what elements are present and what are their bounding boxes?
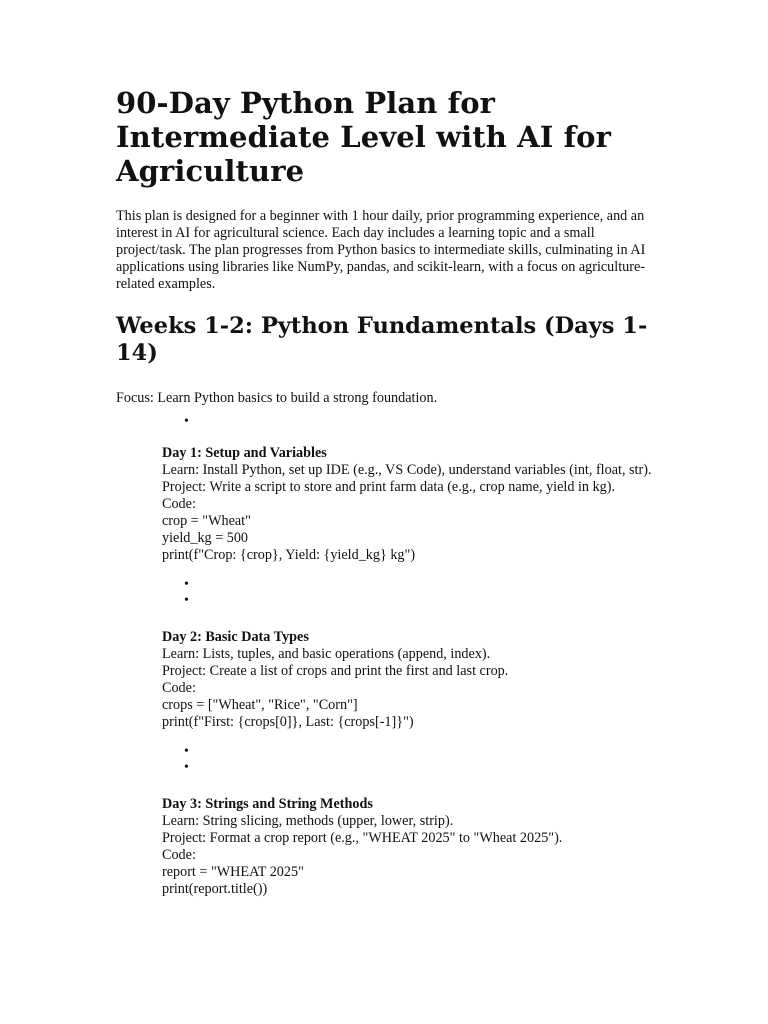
bullet-list [116,414,656,430]
day-code-line: print(f"First: {crops[0]}, Last: {crops[-1]}") [162,714,414,730]
bullet-list [116,577,656,609]
page-title: 90-Day Python Plan for Intermediate Level with AI for Agriculture [116,86,612,188]
day-block [162,445,656,564]
day-project: Project: Write a script to store and print farm data (e.g., crop name, yield in kg). [162,479,616,495]
day-block [162,796,656,898]
document-page [116,86,656,898]
day-title: Day 3: Strings and String Methods [162,796,373,812]
day-learn: Learn: String slicing, methods (upper, lower, strip). [162,813,454,829]
day-code-line: report = "WHEAT 2025" [162,864,304,880]
empty-bullet [184,577,656,593]
day-code-label: Code: [162,680,196,696]
day-learn: Learn: Install Python, set up IDE (e.g., VS Code), understand variables (int, float, str). [162,462,652,478]
empty-bullet [184,414,656,430]
day-title: Day 2: Basic Data Types [162,629,309,645]
section-heading: Weeks 1-2: Python Fundamentals (Days 1-14) [116,313,648,366]
section-focus: Focus: Learn Python basics to build a strong foundation. [116,390,438,406]
bullet-list [116,744,656,776]
day-title: Day 1: Setup and Variables [162,445,327,461]
day-code-line: print(report.title()) [162,881,268,897]
empty-bullet [184,593,656,609]
day-project: Project: Format a crop report (e.g., "WHEAT 2025" to "Wheat 2025"). [162,830,563,846]
day-code-label: Code: [162,847,196,863]
empty-bullet [184,744,656,760]
day-block [162,629,656,731]
day-code-line: yield_kg = 500 [162,530,249,546]
day-learn: Learn: Lists, tuples, and basic operations (append, index). [162,646,491,662]
empty-bullet [184,760,656,776]
day-code-line: print(f"Crop: {crop}, Yield: {yield_kg} kg") [162,547,416,563]
day-code-line: crop = "Wheat" [162,513,251,529]
day-project: Project: Create a list of crops and print the first and last crop. [162,663,509,679]
day-code-label: Code: [162,496,196,512]
day-code-line: crops = ["Wheat", "Rice", "Corn"] [162,697,358,713]
intro-paragraph: This plan is designed for a beginner with 1 hour daily, prior programming experience, and an interest in AI for agricultural science. Each day includes a learning topic and a small project/task. The plan progresses from Python basics to intermediate skills, culminating in AI applications using libraries like NumPy, pandas, and scikit-learn, with a focus on agriculture-related examples. [116,208,646,292]
